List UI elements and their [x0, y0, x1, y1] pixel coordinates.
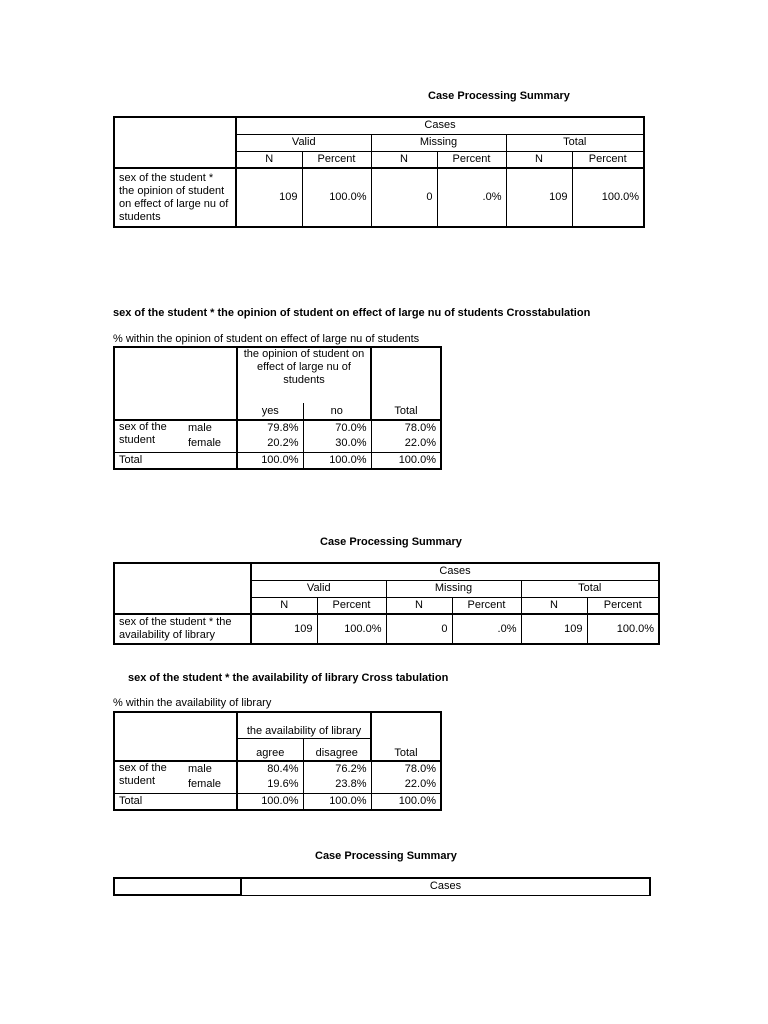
cps2-percent-header: Percent [587, 597, 659, 614]
cps2-title: Case Processing Summary [320, 536, 462, 548]
ct2-cell: 19.6% [237, 777, 303, 793]
ct2-total-corner [371, 712, 441, 738]
cps1-cell: 100.0% [572, 168, 644, 227]
ct2-title: sex of the student * the availability of library Cross tabulation [128, 672, 449, 684]
cps3-cases-header: Cases [241, 878, 650, 895]
cps1-corner [114, 117, 236, 168]
ct1-cell: 100.0% [237, 452, 303, 469]
cps3-title: Case Processing Summary [315, 850, 457, 862]
cps1-row-label: sex of the student * the opinion of student on effect of large nu of students [114, 168, 236, 227]
cps1-cell: 100.0% [302, 168, 371, 227]
ct2-cell: 100.0% [303, 793, 371, 810]
cps1-cases-header: Cases [236, 117, 644, 134]
cps3-corner [114, 878, 241, 895]
ct1-cell: 79.8% [237, 420, 303, 436]
ct2-subtitle: % within the availability of library [113, 697, 272, 709]
ct2-cell: 100.0% [237, 793, 303, 810]
ct2-col-agree: agree [237, 738, 303, 761]
cps2-cell: 109 [521, 614, 587, 644]
ct2-cell: 23.8% [303, 777, 371, 793]
ct1-total-corner [371, 347, 441, 403]
cps2-n-header: N [251, 597, 317, 614]
ct1-total-label: Total [114, 452, 237, 469]
ct2-col-disagree: disagree [303, 738, 371, 761]
ct2-row-female: female [184, 777, 237, 793]
cps2-percent-header: Percent [452, 597, 521, 614]
cps1-valid-header: Valid [236, 134, 371, 151]
ct1-cell: 22.0% [371, 436, 441, 452]
ct1-cell: 100.0% [371, 452, 441, 469]
ct2-corner-bottom [114, 738, 237, 761]
ct1-corner-bottom [114, 403, 237, 420]
cps1-table [113, 116, 645, 228]
ct1-cell: 30.0% [303, 436, 371, 452]
ct1-corner [114, 347, 237, 403]
cps2-cell: .0% [452, 614, 521, 644]
cps1-percent-header: Percent [572, 151, 644, 168]
ct1-row-female: female [184, 436, 237, 452]
ct2-table [113, 711, 442, 811]
ct2-row-group: sex of the student [114, 761, 184, 793]
ct2-cell: 100.0% [371, 793, 441, 810]
cps2-n-header: N [386, 597, 452, 614]
cps1-cell: 0 [371, 168, 437, 227]
ct2-row-male: male [184, 761, 237, 777]
ct1-row-group: sex of the student [114, 420, 184, 452]
ct1-row-male: male [184, 420, 237, 436]
cps2-n-header: N [521, 597, 587, 614]
cps2-table [113, 562, 660, 645]
cps1-title: Case Processing Summary [428, 90, 570, 102]
ct1-col-total: Total [371, 403, 441, 420]
cps1-cell: 109 [506, 168, 572, 227]
cps2-percent-header: Percent [317, 597, 386, 614]
ct1-cell: 78.0% [371, 420, 441, 436]
cps1-n-header: N [236, 151, 302, 168]
ct1-cell: 100.0% [303, 452, 371, 469]
ct1-subtitle: % within the opinion of student on effect of large nu of students [113, 333, 420, 345]
ct2-col-total: Total [371, 738, 441, 761]
cps2-cell: 100.0% [317, 614, 386, 644]
cps1-percent-header: Percent [437, 151, 506, 168]
ct2-cell: 22.0% [371, 777, 441, 793]
cps1-total-header: Total [506, 134, 644, 151]
ct1-col-no: no [303, 403, 371, 420]
ct2-col-group: the availability of library [237, 712, 371, 738]
cps2-cell: 100.0% [587, 614, 659, 644]
ct2-total-label: Total [114, 793, 237, 810]
cps1-percent-header: Percent [302, 151, 371, 168]
ct1-cell: 20.2% [237, 436, 303, 452]
cps2-missing-header: Missing [386, 580, 521, 597]
ct1-col-group: the opinion of student on effect of large nu of students [237, 347, 371, 403]
cps2-row-label: sex of the student * the availability of library [114, 614, 251, 644]
ct2-corner [114, 712, 237, 738]
cps1-n-header: N [371, 151, 437, 168]
cps2-cell: 0 [386, 614, 452, 644]
cps2-valid-header: Valid [251, 580, 386, 597]
ct1-cell: 70.0% [303, 420, 371, 436]
cps1-n-header: N [506, 151, 572, 168]
cps1-missing-header: Missing [371, 134, 506, 151]
cps2-cell: 109 [251, 614, 317, 644]
cps2-cases-header: Cases [251, 563, 659, 580]
cps3-table [113, 877, 651, 896]
ct1-title: sex of the student * the opinion of student on effect of large nu of students Crosstabulation [113, 307, 591, 319]
cps2-total-header: Total [521, 580, 659, 597]
ct2-cell: 78.0% [371, 761, 441, 777]
cps1-cell: 109 [236, 168, 302, 227]
ct1-table [113, 346, 442, 470]
ct2-cell: 76.2% [303, 761, 371, 777]
ct2-cell: 80.4% [237, 761, 303, 777]
cps2-corner [114, 563, 251, 614]
ct1-col-yes: yes [237, 403, 303, 420]
cps1-cell: .0% [437, 168, 506, 227]
